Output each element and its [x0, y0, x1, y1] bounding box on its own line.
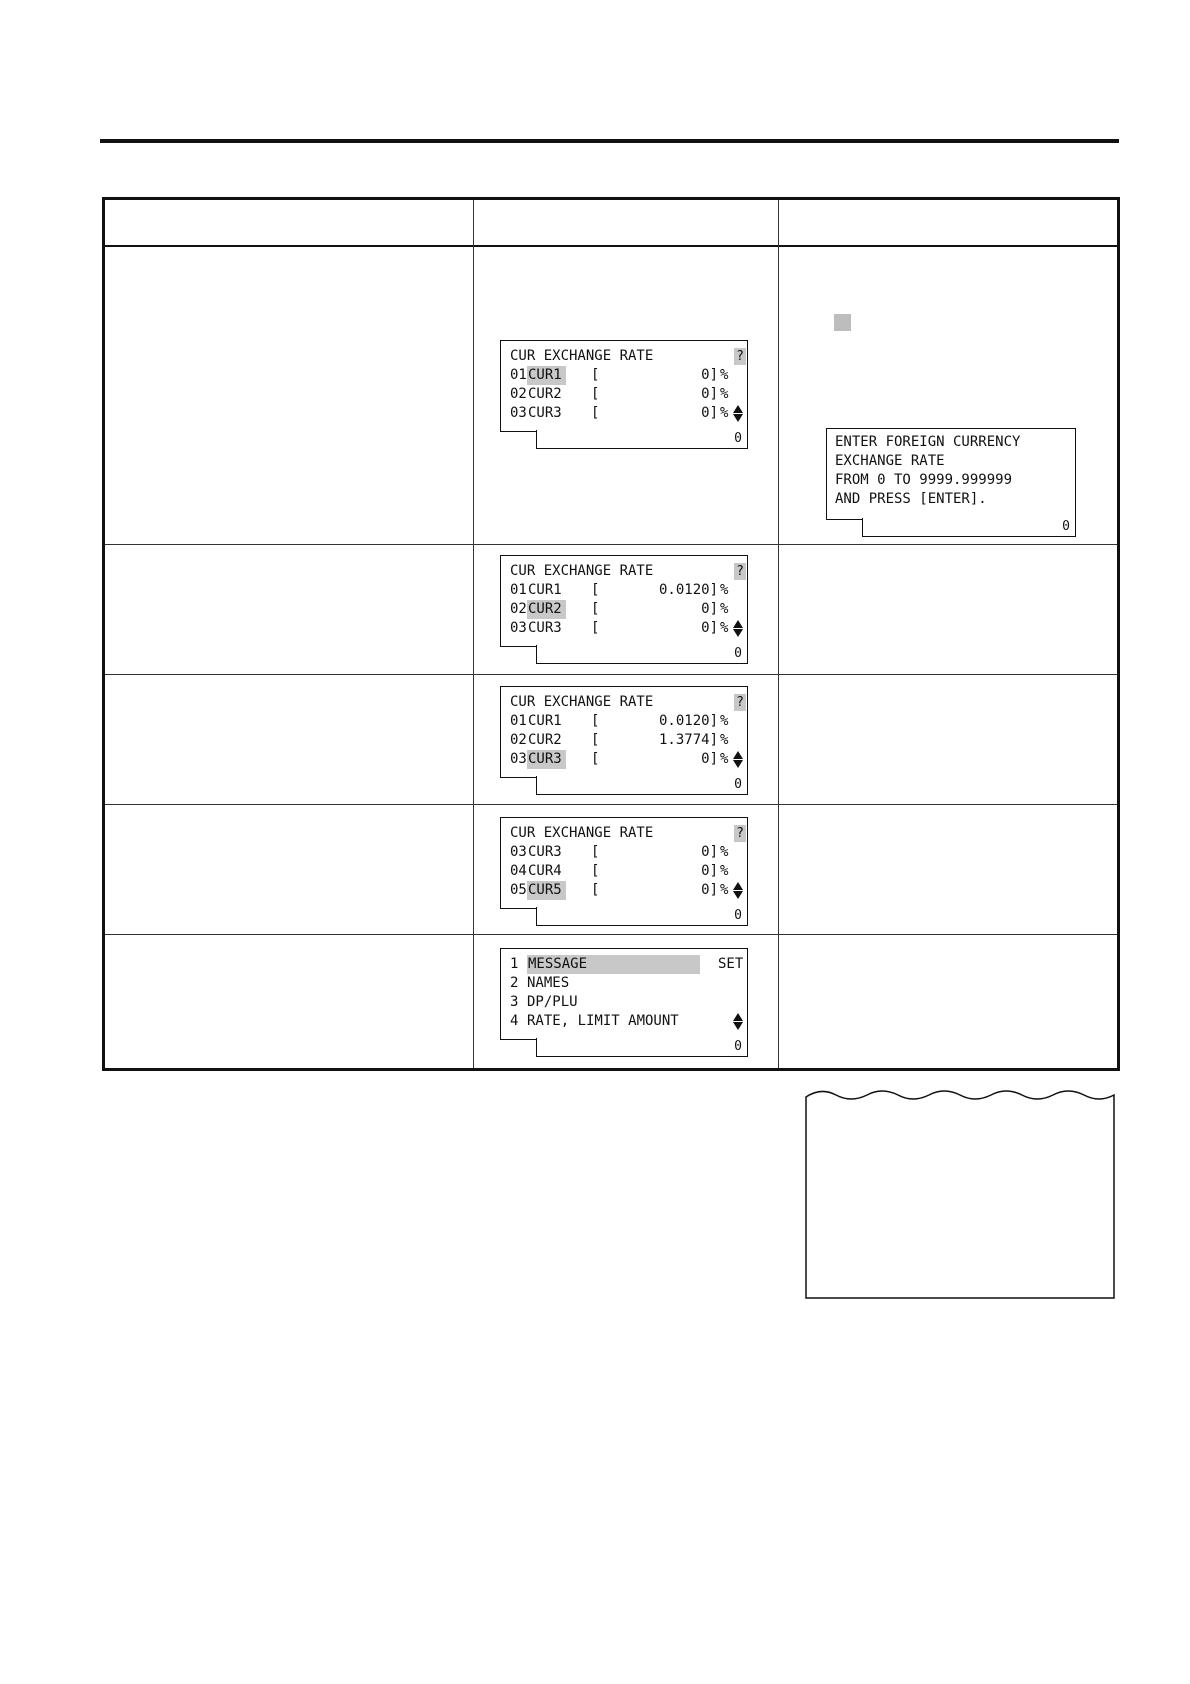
unit: %	[720, 386, 729, 402]
currency-name-selected: CUR3	[527, 750, 566, 769]
unit: %	[720, 863, 729, 879]
currency-name-selected: CUR1	[527, 366, 566, 385]
status-bar	[536, 645, 748, 664]
currency-name: CUR1	[528, 713, 562, 729]
menu-item-names[interactable]: NAMES	[527, 975, 570, 991]
currency-name: CUR2	[528, 386, 562, 402]
row-number: 05	[510, 882, 527, 898]
unit: %	[720, 601, 729, 617]
rate-value: 0	[701, 620, 710, 636]
column-divider	[778, 200, 779, 1068]
rate-value: 0	[701, 367, 710, 383]
screen-title: CUR EXCHANGE RATE	[510, 825, 654, 841]
rate-value: 0.0120	[658, 582, 710, 598]
row-number: 03	[510, 751, 527, 767]
message-line: AND PRESS [ENTER].	[835, 491, 987, 507]
menu-number: 4	[510, 1013, 519, 1029]
unit: %	[720, 751, 729, 767]
currency-name: CUR3	[528, 620, 562, 636]
column-divider	[473, 200, 474, 1068]
bracket: [	[591, 367, 600, 383]
bracket: [	[591, 863, 600, 879]
header-divider	[105, 245, 1117, 247]
rate-value: 0	[701, 882, 710, 898]
message-line: FROM 0 TO 9999.999999	[835, 472, 1013, 488]
bracket: [	[591, 732, 600, 748]
status-bar	[536, 1038, 748, 1057]
currency-name: CUR2	[528, 732, 562, 748]
row-divider	[105, 934, 1117, 935]
bracket: [	[591, 713, 600, 729]
scroll-updown-icon	[732, 1012, 744, 1031]
status-bar	[536, 430, 748, 449]
menu-number: 2	[510, 975, 519, 991]
unit: %	[720, 582, 729, 598]
row-number: 04	[510, 863, 527, 879]
question-flag: ?	[734, 348, 746, 365]
bracket: [	[591, 582, 600, 598]
highlight-legend-square	[834, 314, 851, 331]
row-number: 02	[510, 386, 527, 402]
currency-name-selected: CUR5	[527, 881, 566, 900]
row-number: 01	[510, 367, 527, 383]
question-flag: ?	[734, 694, 746, 711]
row-number: 03	[510, 620, 527, 636]
screen-title: CUR EXCHANGE RATE	[510, 563, 654, 579]
menu-number: 3	[510, 994, 519, 1010]
menu-item-dp-plu[interactable]: DP/PLU	[527, 994, 578, 1010]
screen-title: CUR EXCHANGE RATE	[510, 694, 654, 710]
rate-value: 0	[701, 405, 710, 421]
bracket: [	[591, 751, 600, 767]
screen-title: CUR EXCHANGE RATE	[510, 348, 654, 364]
lcd-screen-3: CUR EXCHANGE RATE ? 01 CUR1 [ 0.0120] % 02 CUR2 [ 1.3774] % 03 CUR3 [ 0] % 0	[500, 686, 748, 796]
message-line: ENTER FOREIGN CURRENCY	[835, 434, 1021, 450]
scroll-updown-icon	[732, 619, 744, 638]
lcd-menu-screen	[500, 948, 748, 1058]
question-flag: ?	[734, 563, 746, 580]
unit: %	[720, 367, 729, 383]
unit: %	[720, 405, 729, 421]
row-divider	[105, 544, 1117, 545]
row-number: 02	[510, 732, 527, 748]
rate-value: 0	[701, 601, 710, 617]
help-message-box	[826, 428, 1076, 540]
currency-name: CUR1	[528, 582, 562, 598]
currency-name: CUR3	[528, 844, 562, 860]
bracket: [	[591, 405, 600, 421]
row-number: 01	[510, 582, 527, 598]
currency-name: CUR3	[528, 405, 562, 421]
row-divider	[105, 674, 1117, 675]
bracket: [	[591, 601, 600, 617]
menu-item-message[interactable]: MESSAGE	[527, 955, 700, 974]
unit: %	[720, 882, 729, 898]
bracket: [	[591, 882, 600, 898]
rate-value: 0	[701, 751, 710, 767]
status-bar	[536, 907, 748, 926]
menu-item-rate-limit-amount[interactable]: RATE, LIMIT AMOUNT	[527, 1013, 679, 1029]
status-count: 0	[734, 908, 742, 923]
rate-value: 0	[701, 386, 710, 402]
unit: %	[720, 732, 729, 748]
lcd-screen-1: CUR EXCHANGE RATE ? 01 CUR1 [ 0] % 02 CUR2 [ 0] % 03 CUR3 [ 0] % 0	[500, 340, 748, 450]
scroll-updown-icon	[732, 404, 744, 423]
row-number: 03	[510, 844, 527, 860]
unit: %	[720, 844, 729, 860]
scroll-updown-icon	[732, 881, 744, 900]
status-count: 0	[734, 1039, 742, 1054]
bracket: [	[591, 844, 600, 860]
status-count: 0	[734, 646, 742, 661]
rate-value: 0	[701, 863, 710, 879]
rate-value: 0.0120	[658, 713, 710, 729]
status-bar	[536, 776, 748, 795]
row-divider	[105, 804, 1117, 805]
question-flag: ?	[734, 825, 746, 842]
lcd-screen-4: CUR EXCHANGE RATE ? 03 CUR3 [ 0] % 04 CUR4 [ 0] % 05 CUR5 [ 0] % 0	[500, 817, 748, 927]
row-number: 02	[510, 601, 527, 617]
row-number: 03	[510, 405, 527, 421]
menu-number: 1	[510, 956, 519, 972]
bracket: [	[591, 620, 600, 636]
rate-value: 1.3774	[658, 732, 710, 748]
set-label: SET	[718, 956, 744, 972]
unit: %	[720, 713, 729, 729]
top-rule	[100, 139, 1119, 143]
scroll-updown-icon	[732, 750, 744, 769]
bracket: [	[591, 386, 600, 402]
status-bar	[862, 518, 1076, 537]
lcd-screen-2: CUR EXCHANGE RATE ? 01 CUR1 [ 0.0120] % 02 CUR2 [ 0] % 03 CUR3 [ 0] % 0	[500, 555, 748, 665]
currency-name: CUR4	[528, 863, 562, 879]
receipt-outline	[805, 1087, 1115, 1299]
rate-value: 0	[701, 844, 710, 860]
row-number: 01	[510, 713, 527, 729]
message-line: EXCHANGE RATE	[835, 453, 945, 469]
status-count: 0	[734, 777, 742, 792]
status-count: 0	[1062, 519, 1070, 534]
status-count: 0	[734, 431, 742, 446]
currency-name-selected: CUR2	[527, 600, 566, 619]
unit: %	[720, 620, 729, 636]
